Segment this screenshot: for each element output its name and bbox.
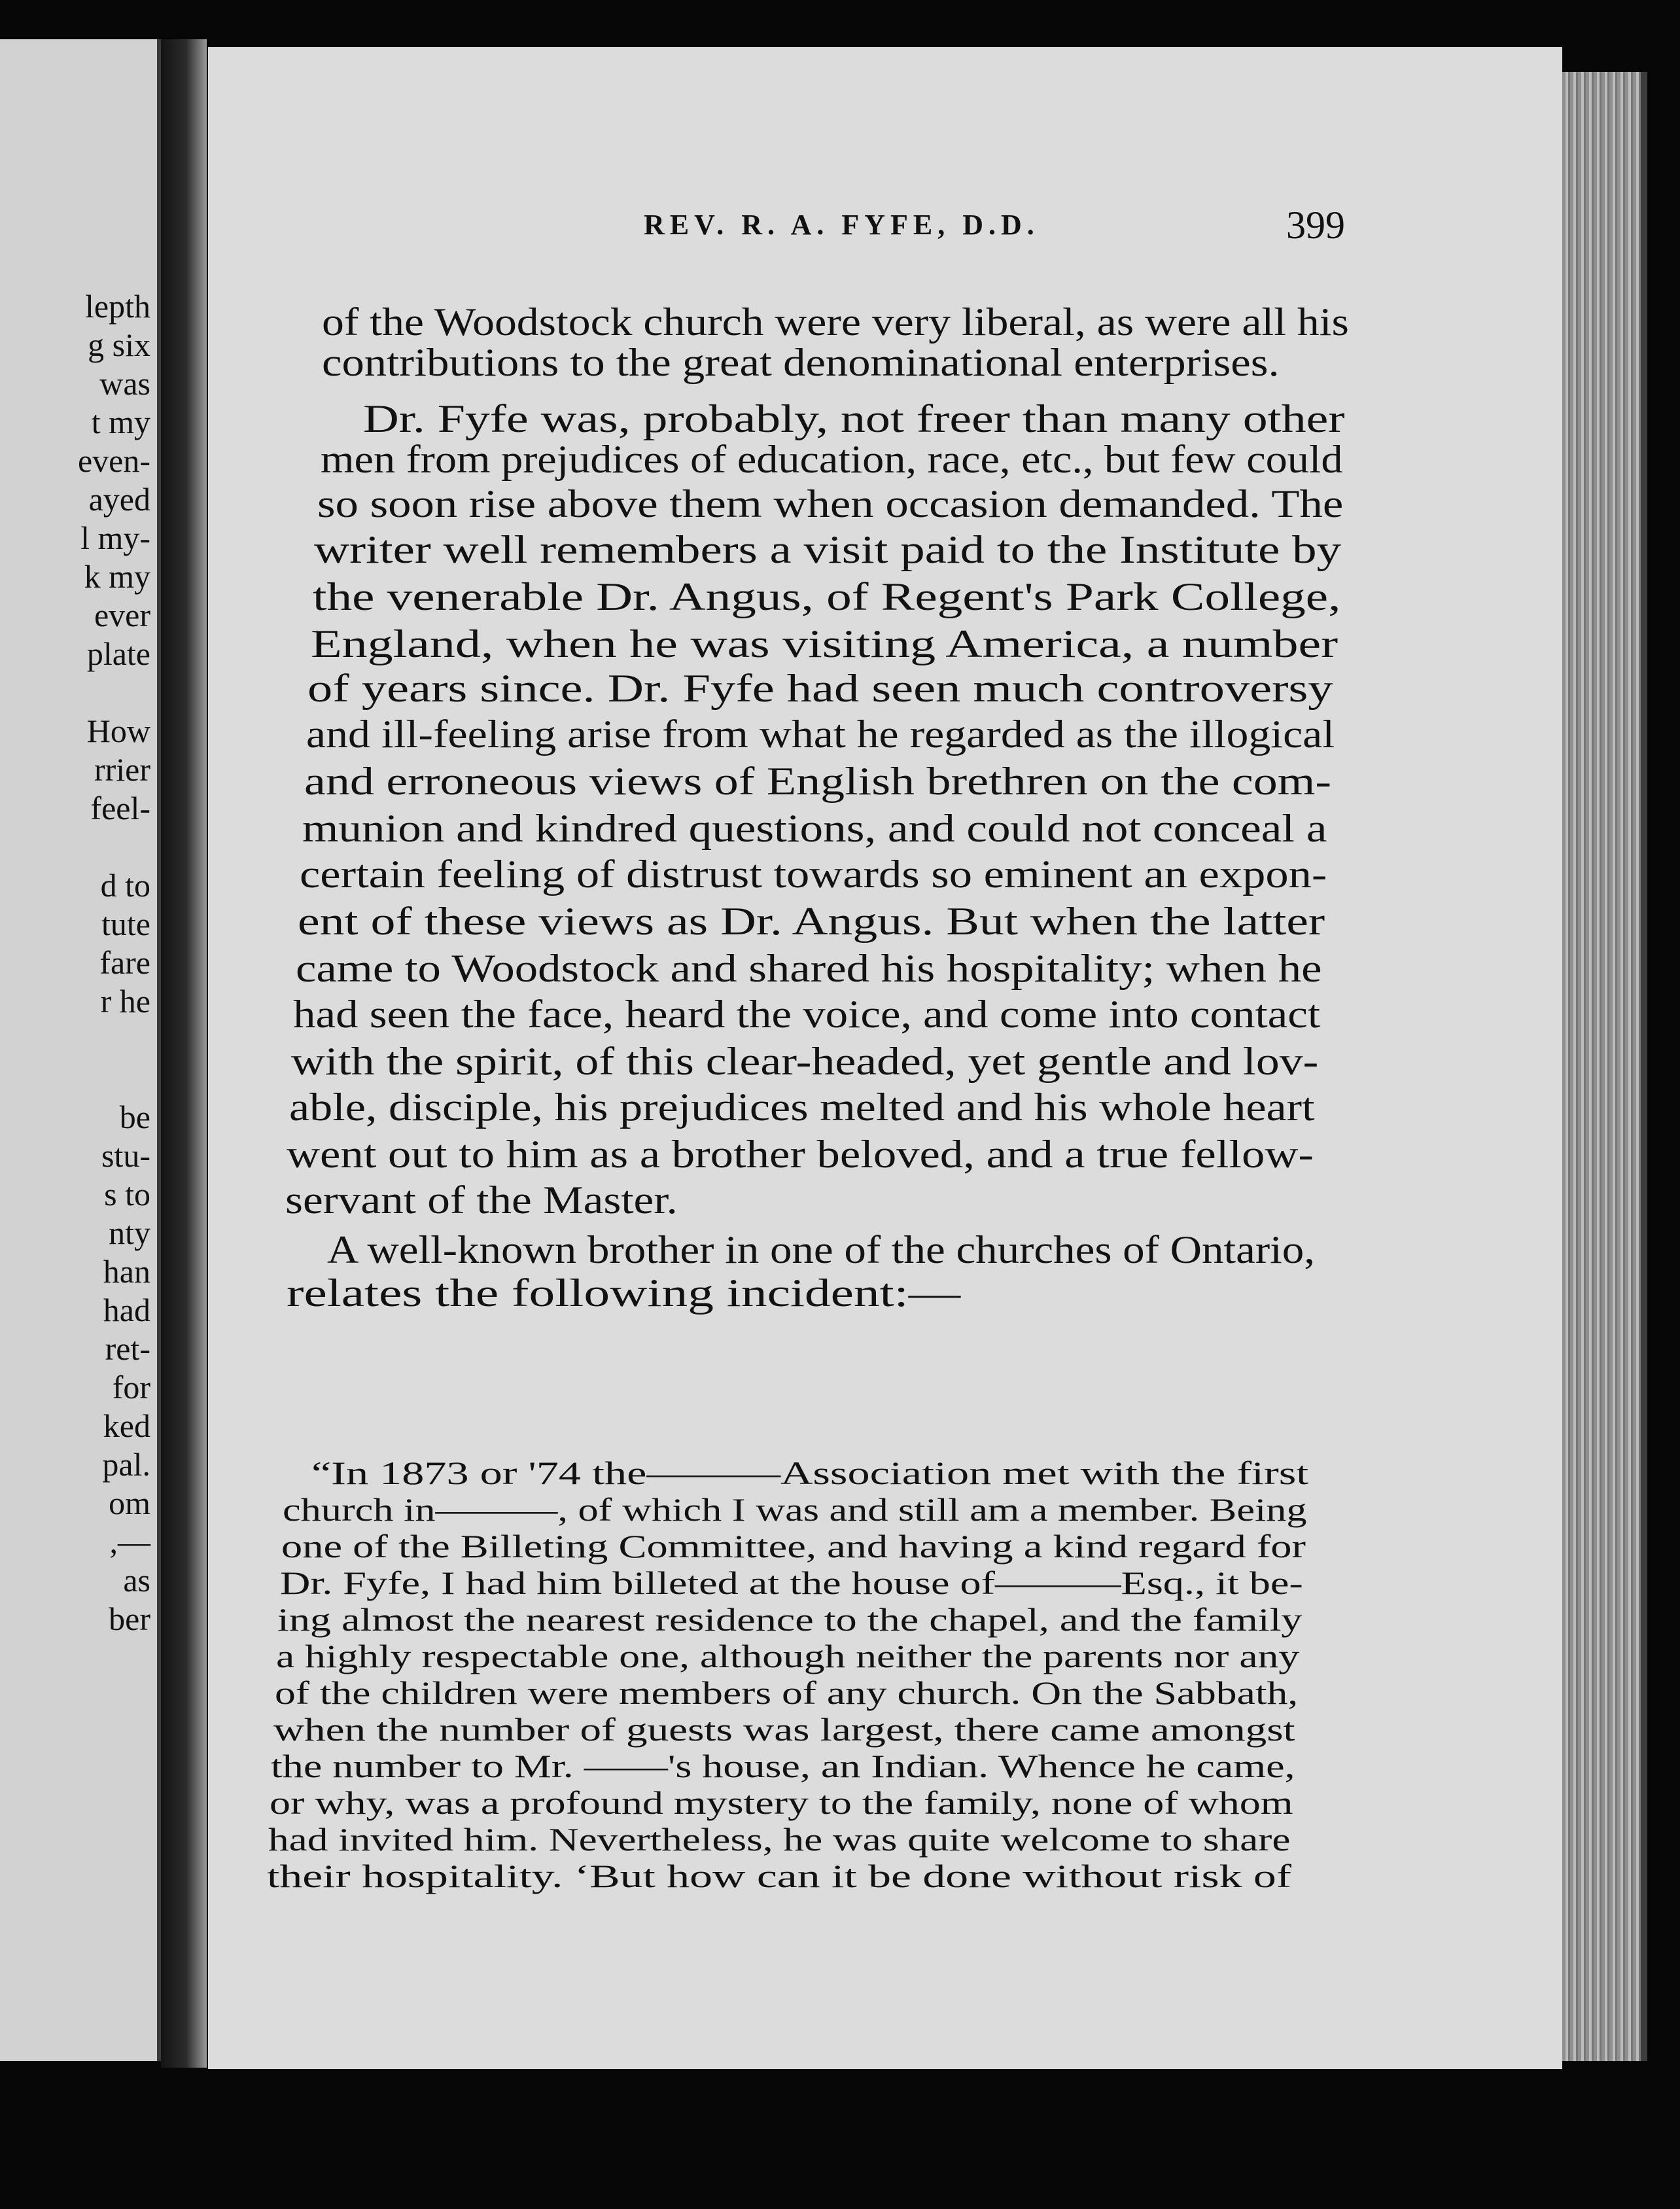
left-page-fragment: tute — [101, 906, 150, 942]
body-text-line: and erroneous views of English brethren on the com- — [304, 760, 1331, 803]
body-text-line: came to Woodstock and shared his hospitality; when he — [296, 947, 1322, 990]
left-page-fragment: om — [109, 1485, 150, 1521]
left-page-fragment: be — [119, 1099, 150, 1135]
left-page-fragment: fare — [99, 944, 150, 981]
quote-text-line: or why, was a profound mystery to the family, none of whom — [270, 1784, 1293, 1821]
book-gutter — [161, 39, 207, 2068]
body-text-line: so soon rise above them when occasion demanded. The — [317, 482, 1344, 525]
page-edges — [1562, 72, 1647, 2061]
left-page-fragment: pal. — [102, 1446, 150, 1483]
left-page-fragment: stu- — [101, 1137, 150, 1174]
body-text-line: of years since. Dr. Fyfe had seen much controversy — [307, 667, 1333, 710]
left-page-fragment: plate — [86, 635, 150, 672]
left-page-fragment: nty — [109, 1214, 150, 1251]
left-page-fragment: How — [86, 713, 150, 749]
left-page-fragment: g six — [88, 327, 150, 363]
quote-text-line: when the number of guests was largest, there came amongst — [273, 1711, 1295, 1748]
left-page-fragment: ret- — [105, 1330, 150, 1367]
left-page-fragment: s to — [104, 1176, 150, 1212]
left-page-fragment: r he — [100, 983, 150, 1019]
left-page-fragment: k my — [84, 558, 150, 595]
body-text-line: contributions to the great denominational enterprises. — [322, 341, 1280, 384]
left-page-fragment: ber — [109, 1600, 150, 1637]
body-text-line: men from prejudices of education, race, etc., but few could — [321, 438, 1343, 481]
left-page-fragment: t my — [91, 404, 150, 440]
body-text-line: munion and kindred questions, and could not conceal a — [302, 807, 1327, 850]
body-text-line: with the spirit, of this clear-headed, yet gentle and lov- — [291, 1040, 1319, 1083]
left-page-fragment: lepth — [85, 288, 150, 325]
body-text-line: the venerable Dr. Angus, of Regent's Park College, — [313, 575, 1341, 618]
left-page-fragment: l my- — [80, 520, 150, 556]
body-text-line: relates the following incident:— — [287, 1271, 961, 1315]
body-text-line: certain feeling of distrust towards so eminent an expon- — [300, 853, 1327, 896]
body-text-line: servant of the Master. — [285, 1178, 678, 1222]
left-page-fragment: for — [112, 1369, 150, 1405]
quote-text-line: the number to Mr. ——'s house, an Indian. Whence he came, — [271, 1748, 1295, 1784]
body-text-line: England, when he was visiting America, a number — [311, 622, 1339, 665]
left-facing-page — [0, 39, 161, 2061]
quote-text-line: a highly respectable one, although neither the parents nor any — [276, 1638, 1300, 1674]
quote-text-line: one of the Billeting Committee, and having a kind regard for — [281, 1528, 1306, 1564]
left-page-fragment: ,— — [109, 1523, 150, 1560]
quote-text-line: Dr. Fyfe, I had him billeted at the house of———Esq., it be- — [280, 1564, 1303, 1601]
left-page-fragment: even- — [77, 442, 150, 479]
body-text-line: of the Woodstock church were very liberal, as were all his — [322, 300, 1349, 344]
body-text-line: Dr. Fyfe was, probably, not freer than many other — [363, 397, 1345, 440]
left-page-fragment: d to — [100, 867, 150, 904]
quote-text-line: their hospitality. ‘But how can it be done without risk of — [267, 1858, 1291, 1894]
body-text-line: went out to him as a brother beloved, and a true fellow- — [287, 1133, 1314, 1176]
left-page-fragment: ked — [103, 1407, 150, 1444]
body-text-line: had seen the face, heard the voice, and come into contact — [293, 993, 1321, 1036]
running-head: REV. R. A. FYFE, D.D. — [644, 209, 1040, 241]
body-text-line: writer well remembers a visit paid to the Institute by — [314, 528, 1342, 571]
left-page-fragment: had — [103, 1292, 150, 1328]
body-text-line: able, disciple, his prejudices melted and his whole heart — [289, 1086, 1315, 1129]
quote-text-line: ing almost the nearest residence to the chapel, and the family — [277, 1601, 1303, 1638]
left-page-fragment: rrier — [94, 751, 150, 788]
quote-text-line: had invited him. Nevertheless, he was quite welcome to share — [268, 1821, 1291, 1858]
body-text-line: and ill-feeling arise from what he regarded as the illogical — [306, 713, 1335, 756]
left-page-fragment: ayed — [88, 481, 150, 518]
body-text-line: A well-known brother in one of the churches of Ontario, — [327, 1228, 1315, 1271]
page-number: 399 — [1286, 203, 1345, 247]
left-page-fragment: han — [103, 1253, 150, 1290]
body-text-line: ent of these views as Dr. Angus. But when the latter — [298, 900, 1325, 943]
quote-text-line: church in———, of which I was and still am a member. Being — [283, 1491, 1307, 1528]
left-page-fragment: ever — [94, 597, 150, 633]
left-page-fragment: feel- — [90, 790, 150, 826]
quote-text-line: “In 1873 or '74 the———Association met with the first — [311, 1455, 1309, 1491]
left-page-fragment: was — [99, 365, 150, 402]
quote-text-line: of the children were members of any church. On the Sabbath, — [275, 1674, 1299, 1711]
left-page-fragment: as — [123, 1562, 150, 1599]
